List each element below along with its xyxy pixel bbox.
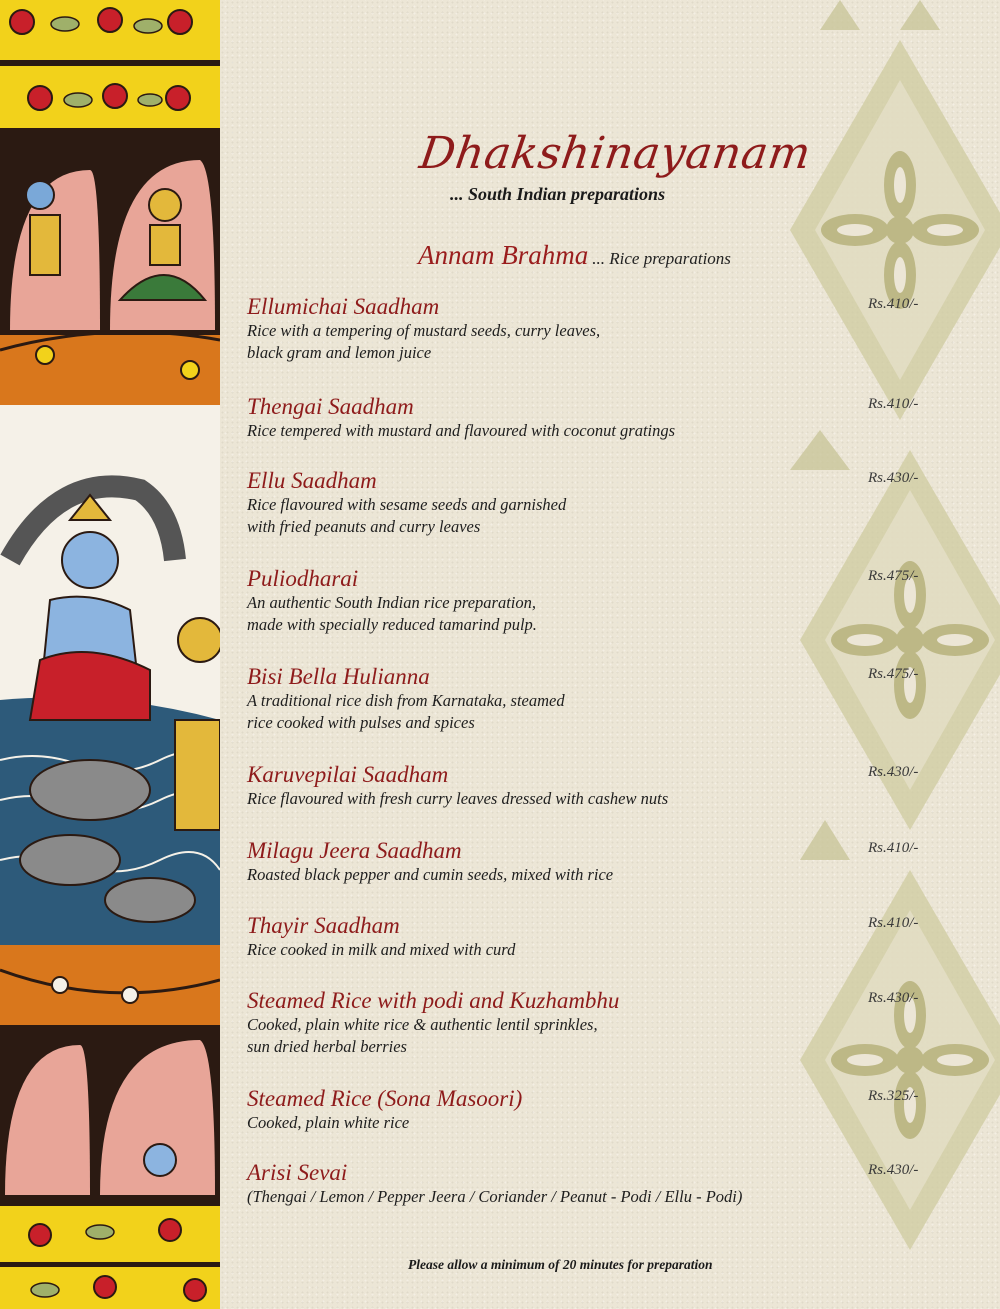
item-name: Thengai Saadham (247, 394, 414, 419)
item-price: Rs.325/- (868, 1088, 919, 1104)
menu-item (247, 394, 947, 442)
item-price: Rs.430/- (868, 990, 919, 1006)
item-description: A traditional rice dish from Karnataka, steamed rice cooked with pulses and spices (247, 691, 565, 732)
item-description: Rice flavoured with sesame seeds and garnished with fried peanuts and curry leaves (247, 495, 567, 536)
menu-item (247, 1160, 947, 1208)
item-description: Rice with a tempering of mustard seeds, curry leaves, black gram and lemon juice (247, 321, 601, 362)
item-name: Ellu Saadham (247, 468, 377, 493)
menu-item (247, 762, 947, 810)
menu-item (247, 664, 947, 734)
item-description: Rice flavoured with fresh curry leaves dressed with cashew nuts (247, 789, 669, 808)
preparation-note: Please allow a minimum of 20 minutes for preparation (408, 1257, 713, 1272)
section-heading (418, 240, 838, 271)
item-price: Rs.410/- (868, 396, 919, 412)
menu-item (247, 468, 947, 538)
menu-item (247, 294, 947, 364)
item-name: Steamed Rice with podi and Kuzhambhu (247, 988, 620, 1013)
item-name: Bisi Bella Hulianna (247, 664, 430, 689)
item-price: Rs.430/- (868, 1162, 919, 1178)
menu-item (247, 988, 947, 1058)
item-price: Rs.410/- (868, 296, 919, 312)
menu-item (247, 1086, 947, 1134)
item-price: Rs.410/- (868, 915, 919, 931)
item-description: An authentic South Indian rice preparation, made with specially reduced tamarind pulp. (247, 593, 537, 634)
item-name: Milagu Jeera Saadham (247, 838, 462, 863)
item-name: Karuvepilai Saadham (247, 762, 449, 787)
item-description: Cooked, plain white rice & authentic lentil sprinkles, sun dried herbal berries (247, 1015, 598, 1056)
item-name: Steamed Rice (Sona Masoori) (247, 1086, 523, 1111)
item-name: Puliodharai (247, 566, 359, 591)
item-price: Rs.475/- (868, 666, 919, 682)
item-price: Rs.430/- (868, 470, 919, 486)
section-name: Annam Brahma (418, 240, 589, 270)
item-description: Rice tempered with mustard and flavoured with coconut gratings (247, 421, 676, 440)
item-price: Rs.410/- (868, 840, 919, 856)
item-name: Ellumichai Saadham (247, 294, 440, 319)
menu-title: Dhakshinayanam (416, 128, 815, 179)
menu-item (247, 838, 947, 886)
menu-item (247, 566, 947, 636)
item-name: Arisi Sevai (247, 1160, 348, 1185)
section-subtitle: ... Rice preparations (592, 249, 731, 268)
menu-subtitle: ... South Indian preparations (450, 184, 666, 204)
menu-item (247, 913, 947, 961)
item-description: Rice cooked in milk and mixed with curd (247, 940, 516, 959)
item-description: (Thengai / Lemon / Pepper Jeera / Coriander / Peanut - Podi / Ellu - Podi) (247, 1187, 743, 1206)
item-description: Roasted black pepper and cumin seeds, mixed with rice (247, 865, 614, 884)
item-name: Thayir Saadham (247, 913, 400, 938)
item-description: Cooked, plain white rice (247, 1113, 410, 1132)
decorative-painting-strip (0, 0, 220, 1309)
item-price: Rs.430/- (868, 764, 919, 780)
item-price: Rs.475/- (868, 568, 919, 584)
